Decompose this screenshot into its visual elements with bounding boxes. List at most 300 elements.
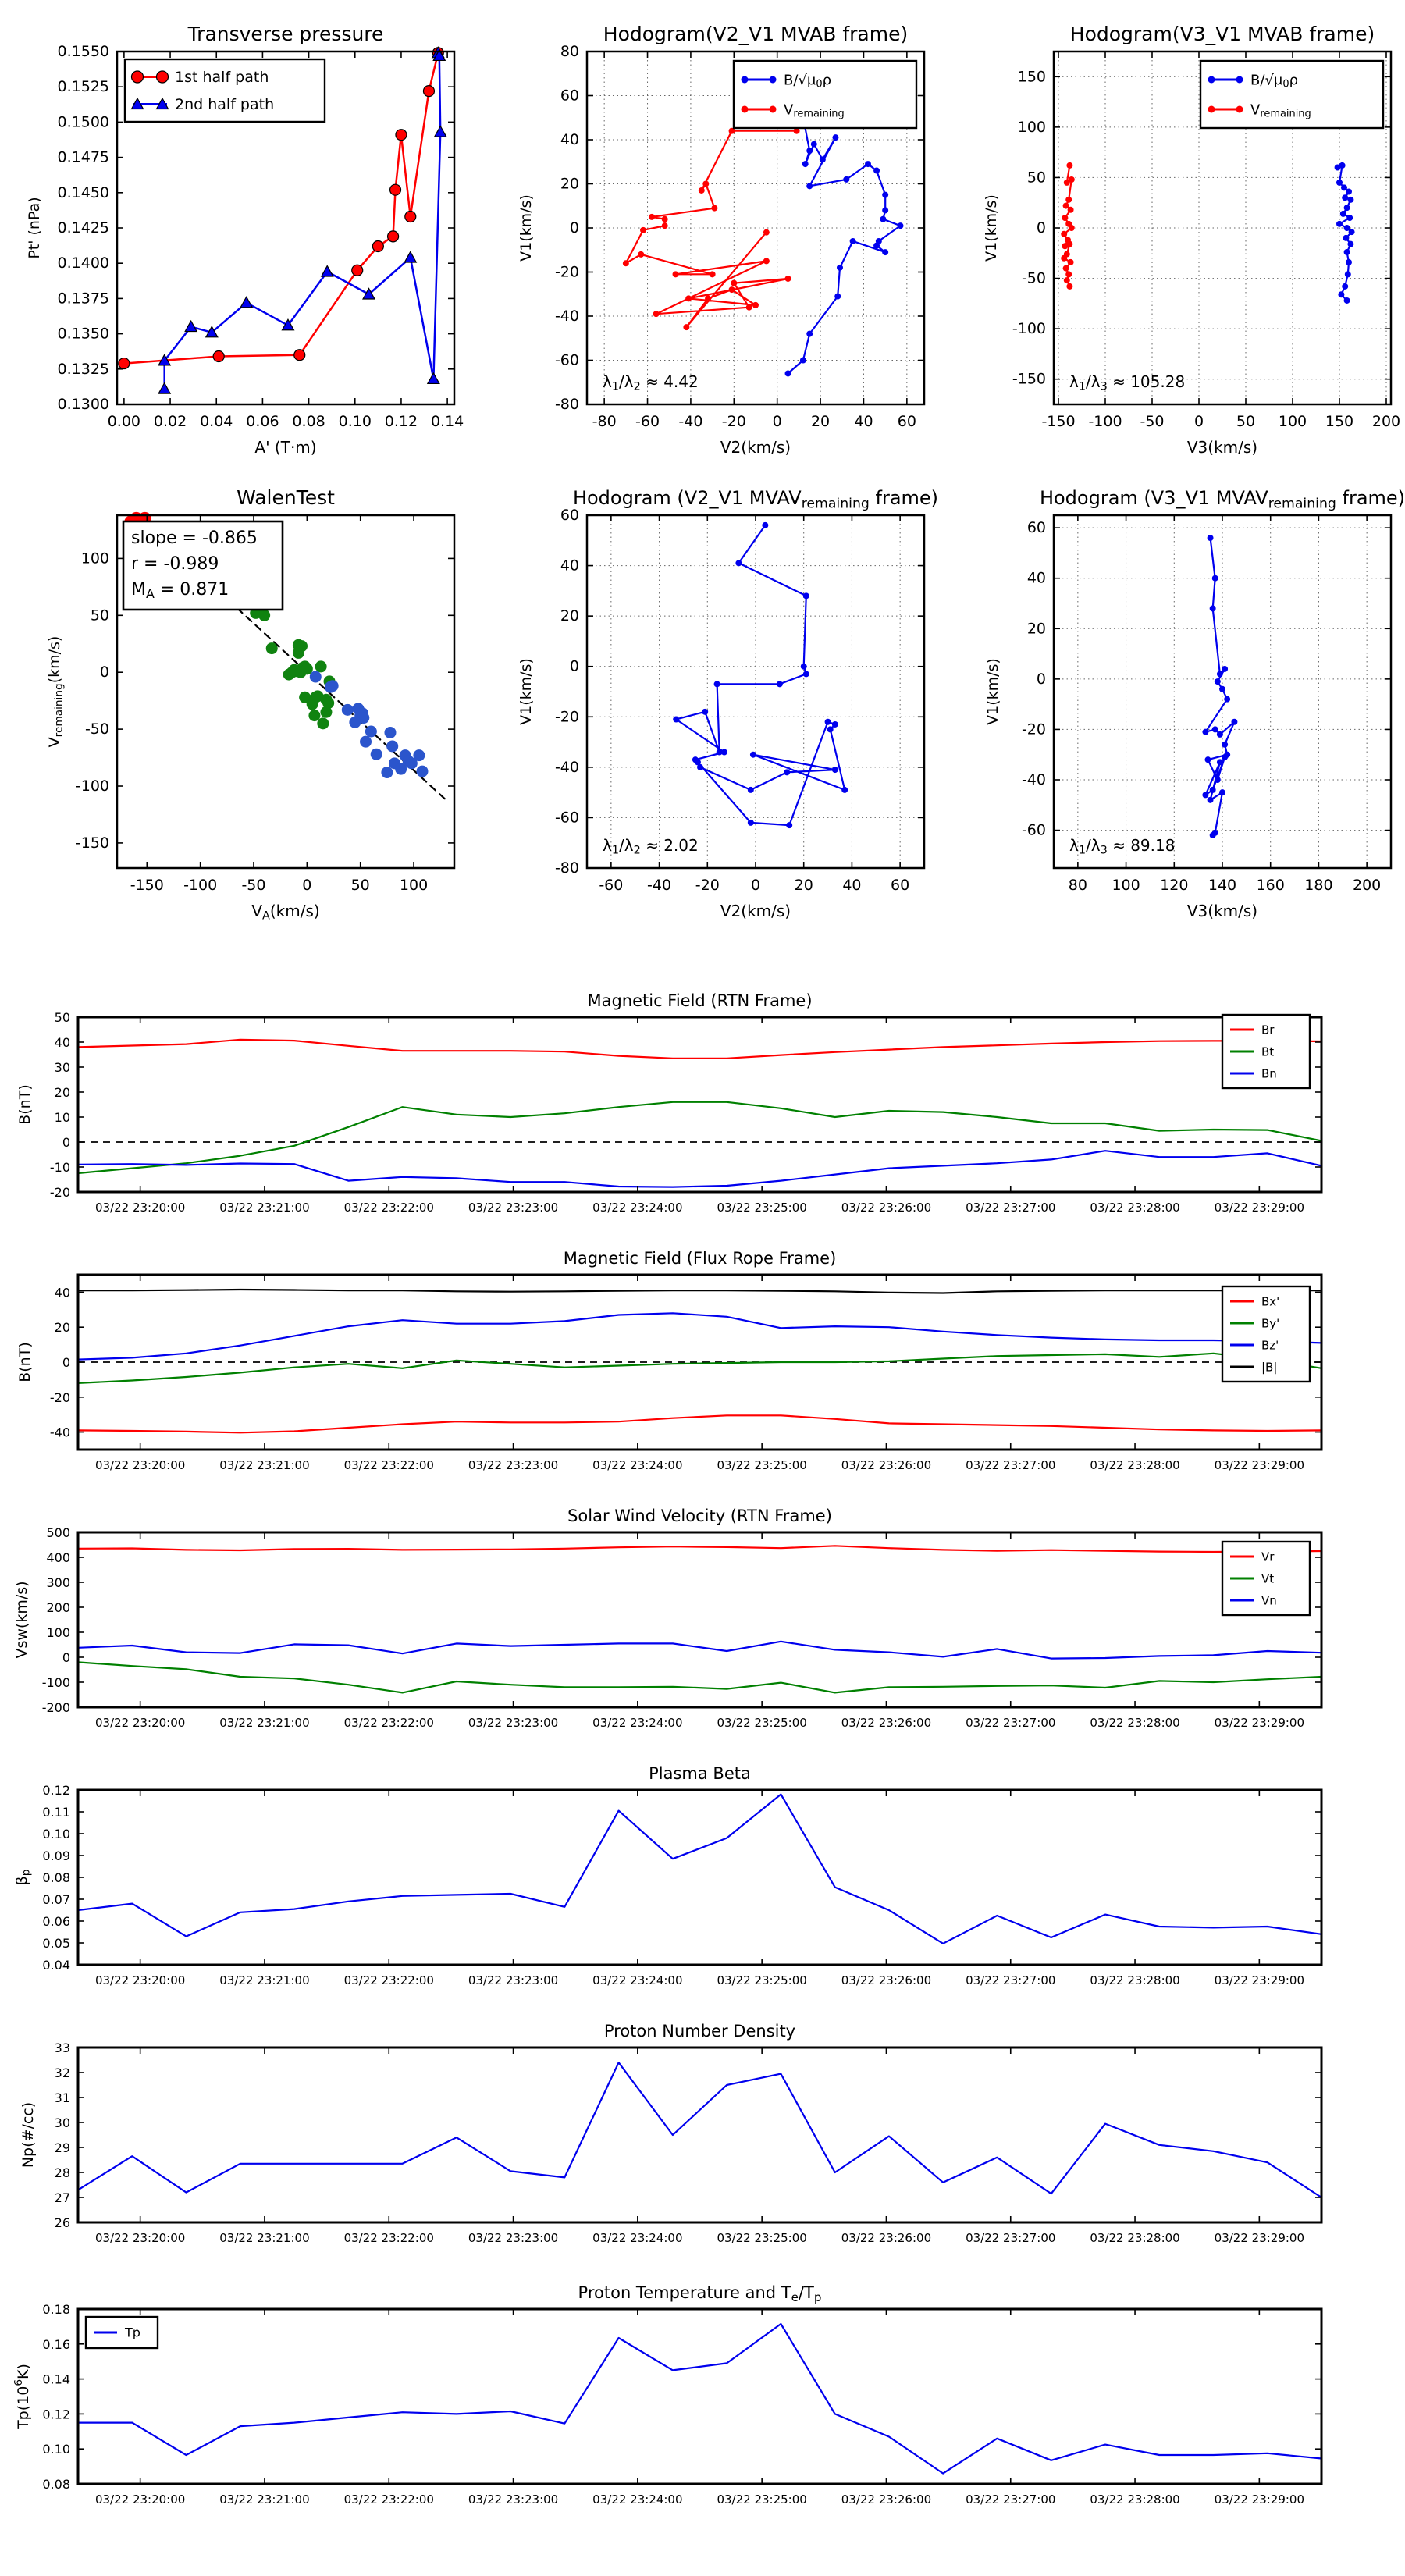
- label: Br: [1261, 1023, 1275, 1037]
- walen-test-title: WalenTest: [237, 486, 335, 509]
- label: V2(km/s): [720, 438, 791, 457]
- label: 60: [897, 413, 916, 430]
- label: By': [1261, 1316, 1280, 1331]
- series-b-sqrt-mu0-rho-: [1335, 162, 1355, 304]
- label: 140: [1208, 877, 1237, 894]
- label: 0: [62, 1355, 70, 1370]
- label: 200: [1353, 877, 1382, 894]
- label: $Tp(10^6K)$: [12, 2364, 32, 2429]
- label: -60: [554, 809, 579, 827]
- label: 0.07: [42, 1892, 70, 1907]
- label: 03/22 23:26:00: [841, 2231, 932, 2245]
- label: 03/22 23:24:00: [592, 1201, 683, 1215]
- label: 03/22 23:23:00: [468, 1973, 559, 1987]
- series-bx-: [78, 1415, 1321, 1432]
- vsw-rtn-title: Solar Wind Velocity (RTN Frame): [567, 1507, 832, 1525]
- label: 160: [1256, 877, 1285, 894]
- label: -100: [75, 777, 109, 795]
- label: 100: [399, 877, 429, 894]
- label: 03/22 23:20:00: [94, 2492, 186, 2507]
- label: 0.12: [384, 413, 418, 430]
- label: 0.04: [42, 1958, 70, 1973]
- mag-fluxrope-title: Magnetic Field (Flux Rope Frame): [563, 1249, 837, 1268]
- label: 31: [54, 2090, 70, 2105]
- series-b-sqrt-mu0-rho-: [785, 99, 904, 376]
- plasma-beta: [13, 1764, 1321, 1987]
- label: V2(km/s): [720, 902, 791, 920]
- vsw-rtn-legend: [1222, 1542, 1310, 1615]
- label: 180: [1304, 877, 1333, 894]
- label: 20: [794, 877, 813, 894]
- label: 0: [569, 219, 579, 237]
- label: 40: [54, 1285, 70, 1300]
- label: 03/22 23:28:00: [1090, 2231, 1180, 2245]
- series-v-remaining: [1061, 162, 1075, 290]
- label: -40: [554, 308, 579, 325]
- label: 0.08: [292, 413, 325, 430]
- ticks: [78, 2309, 1321, 2484]
- label: 0.09: [42, 1848, 70, 1863]
- mag-rtn-legend: [1222, 1015, 1310, 1088]
- label: 40: [854, 413, 873, 430]
- label: 03/22 23:24:00: [592, 1458, 683, 1472]
- label: -150: [75, 834, 109, 852]
- hodogram-v3v1-mvab-legend: [1200, 61, 1383, 128]
- label: 80: [1068, 877, 1087, 894]
- label: 300: [46, 1575, 70, 1590]
- proton-temp-title: Proton Temperature and Te/Tp: [578, 2283, 822, 2304]
- label: Vremaining: [784, 101, 845, 120]
- label: 400: [46, 1550, 70, 1565]
- series-beta-p: [78, 1795, 1321, 1944]
- plasma-beta-title: Plasma Beta: [649, 1764, 751, 1783]
- label: 100: [1278, 413, 1307, 430]
- label: 0.18: [42, 2302, 70, 2317]
- label: Vn: [1261, 1593, 1277, 1608]
- label: 80: [560, 43, 579, 60]
- series-bz-: [78, 1313, 1321, 1359]
- label: MA = 0.871: [131, 580, 229, 601]
- series-br: [78, 1040, 1321, 1059]
- label: 03/22 23:28:00: [1090, 1458, 1180, 1472]
- label: 03/22 23:22:00: [343, 2231, 434, 2245]
- label: -40: [678, 413, 703, 430]
- label: 0.1300: [57, 396, 109, 413]
- label: 0.12: [42, 1783, 70, 1798]
- mag-fluxrope-legend: [1222, 1286, 1310, 1382]
- series-np: [78, 2062, 1321, 2197]
- label: 26: [54, 2215, 70, 2230]
- label: 100: [1017, 118, 1046, 136]
- label: 0.12: [42, 2407, 70, 2422]
- label: 03/22 23:20:00: [94, 1458, 186, 1472]
- label: 03/22 23:25:00: [717, 1973, 807, 1987]
- label: 20: [54, 1085, 70, 1100]
- label: 0: [1036, 670, 1046, 688]
- label: 03/22 23:27:00: [966, 1716, 1056, 1730]
- label: 28: [54, 2165, 70, 2180]
- label: 0.08: [42, 2477, 70, 2492]
- label: Vremaining(km/s): [46, 635, 66, 748]
- label: 03/22 23:25:00: [717, 2231, 807, 2245]
- label: 03/22 23:21:00: [219, 1458, 310, 1472]
- label: 0.1400: [57, 254, 109, 272]
- label: V3(km/s): [1186, 902, 1258, 920]
- label: 0: [62, 1650, 70, 1665]
- label: 0.1350: [57, 325, 109, 343]
- label: 03/22 23:22:00: [343, 1201, 434, 1215]
- label: 03/22 23:23:00: [468, 1458, 559, 1472]
- label: 03/22 23:23:00: [468, 1201, 559, 1215]
- hodogram-v2v1-mvav-title: Hodogram (V2_V1 MVAVremaining frame): [572, 487, 939, 512]
- label: 03/22 23:20:00: [94, 1716, 186, 1730]
- label: 50: [1026, 169, 1046, 187]
- label: -60: [1021, 821, 1046, 839]
- label: 0: [302, 877, 312, 894]
- label: 50: [1236, 413, 1256, 430]
- label: B(nT): [16, 1342, 34, 1382]
- label: 03/22 23:27:00: [966, 2492, 1056, 2507]
- hodogram-v3v1-mvav: [984, 487, 1405, 920]
- label: -150: [130, 877, 164, 894]
- label: 60: [1026, 519, 1046, 537]
- label: 03/22 23:27:00: [966, 1973, 1056, 1987]
- label: 120: [1160, 877, 1189, 894]
- label: -200: [41, 1700, 70, 1715]
- label: 03/22 23:21:00: [219, 2231, 310, 2245]
- label: 0.16: [42, 2336, 70, 2352]
- label: Bt: [1261, 1044, 1275, 1059]
- hodogram-v2v1-mvav: [518, 487, 938, 920]
- label: -10: [49, 1160, 70, 1175]
- ticks: [78, 1017, 1321, 1192]
- label: Vremaining: [1250, 101, 1311, 120]
- label: 100: [1112, 877, 1140, 894]
- label: -20: [695, 877, 720, 894]
- label: 03/22 23:21:00: [219, 2492, 310, 2507]
- series-vt: [78, 1662, 1321, 1692]
- label: 03/22 23:26:00: [841, 1201, 932, 1215]
- mag-rtn-title: Magnetic Field (RTN Frame): [587, 991, 813, 1010]
- label: 03/22 23:20:00: [94, 2231, 186, 2245]
- label: 0.11: [42, 1805, 70, 1820]
- label: -20: [49, 1185, 70, 1200]
- label: 03/22 23:23:00: [468, 1716, 559, 1730]
- label: 500: [46, 1525, 70, 1540]
- label: 03/22 23:25:00: [717, 1458, 807, 1472]
- series-b-hodogram: [673, 522, 848, 828]
- label: 03/22 23:20:00: [94, 1973, 186, 1987]
- label: 0.10: [42, 1827, 70, 1841]
- axes-box: [78, 1017, 1321, 1192]
- label: 03/22 23:24:00: [592, 1973, 683, 1987]
- label: 03/22 23:22:00: [343, 1716, 434, 1730]
- label: 0.05: [42, 1936, 70, 1951]
- label: 03/22 23:22:00: [343, 1458, 434, 1472]
- ticks: [78, 1790, 1321, 1965]
- label: 03/22 23:27:00: [966, 1458, 1056, 1472]
- label: 29: [54, 2140, 70, 2155]
- label: 40: [560, 557, 579, 575]
- series--b-: [78, 1290, 1321, 1293]
- series-vr: [78, 1546, 1321, 1552]
- label: |B|: [1261, 1360, 1278, 1375]
- label: 0.1500: [57, 113, 109, 131]
- label: 100: [46, 1625, 70, 1640]
- label: 03/22 23:28:00: [1090, 1716, 1180, 1730]
- axes-box: [78, 1532, 1321, 1707]
- label: 03/22 23:24:00: [592, 2492, 683, 2507]
- label: 200: [1371, 413, 1401, 430]
- series-tp: [78, 2324, 1321, 2474]
- walen-test: [46, 486, 454, 923]
- label: 20: [810, 413, 831, 430]
- label: -50: [1021, 269, 1046, 287]
- label: Vsw(km/s): [13, 1581, 30, 1659]
- label: 0: [569, 657, 579, 675]
- label: 27: [54, 2190, 70, 2205]
- label: βp: [13, 1869, 33, 1886]
- label: 03/22 23:24:00: [592, 1716, 683, 1730]
- proton-temp: [12, 2283, 1321, 2507]
- label: -150: [1012, 370, 1046, 388]
- label: 40: [1026, 569, 1046, 587]
- label: 0.10: [338, 413, 372, 430]
- hodogram-v2v1-mvab: [518, 23, 924, 457]
- label: 0: [1193, 413, 1204, 430]
- label: 03/22 23:29:00: [1214, 1201, 1305, 1215]
- label: 03/22 23:20:00: [94, 1201, 186, 1215]
- label: 0.06: [246, 413, 279, 430]
- transverse-pressure-title: Transverse pressure: [187, 23, 384, 45]
- label: -40: [49, 1425, 70, 1440]
- label: 0.1475: [57, 148, 109, 166]
- label: 50: [54, 1010, 70, 1025]
- label: 60: [560, 87, 579, 105]
- label: -60: [635, 413, 660, 430]
- label: 0.1550: [57, 43, 109, 60]
- annotation: λ1/λ2 ≈ 2.02: [603, 836, 699, 857]
- label: 1st half path: [175, 69, 269, 87]
- label: 03/22 23:26:00: [841, 1458, 932, 1472]
- label: VA(km/s): [251, 902, 320, 923]
- annotation: λ1/λ3 ≈ 89.18: [1069, 836, 1176, 857]
- label: 150: [1017, 68, 1046, 86]
- label: 20: [560, 607, 579, 625]
- label: 03/22 23:29:00: [1214, 2231, 1305, 2245]
- hodogram-v3v1-mvab-title: Hodogram(V3_V1 MVAB frame): [1069, 23, 1375, 45]
- label: Pt' (nPa): [26, 197, 43, 259]
- label: 03/22 23:21:00: [219, 1973, 310, 1987]
- label: 0.1425: [57, 219, 109, 237]
- label: 03/22 23:29:00: [1214, 1458, 1305, 1472]
- label: -80: [554, 396, 579, 413]
- label: 03/22 23:21:00: [219, 1716, 310, 1730]
- hodogram-v3v1-mvab: [983, 23, 1400, 457]
- label: 03/22 23:29:00: [1214, 1973, 1305, 1987]
- label: 03/22 23:28:00: [1090, 2492, 1180, 2507]
- label: 200: [46, 1600, 70, 1615]
- label: Tp: [125, 2325, 140, 2340]
- label: 33: [54, 2041, 70, 2055]
- label: slope = -0.865: [131, 528, 258, 549]
- label: B/√μ0ρ: [784, 72, 832, 91]
- label: 20: [560, 175, 579, 193]
- label: 03/22 23:22:00: [343, 2492, 434, 2507]
- label: 0.1525: [57, 78, 109, 96]
- transverse-pressure: [26, 23, 464, 457]
- label: 60: [891, 877, 910, 894]
- hodogram-v3v1-mvav-title: Hodogram (V3_V1 MVAVremaining frame): [1039, 487, 1405, 512]
- label: Vr: [1261, 1550, 1275, 1564]
- label: 0.14: [42, 2371, 70, 2387]
- label: 0.14: [430, 413, 464, 430]
- stats-box: [123, 521, 283, 610]
- mag-fluxrope: [16, 1249, 1321, 1472]
- label: -60: [554, 351, 579, 369]
- label: -40: [554, 758, 579, 776]
- axes-box: [78, 1275, 1321, 1450]
- label: 03/22 23:23:00: [468, 2492, 559, 2507]
- label: 40: [54, 1035, 70, 1050]
- label: -20: [49, 1389, 70, 1405]
- label: 32: [54, 2065, 70, 2080]
- label: 100: [80, 550, 109, 568]
- label: B(nT): [16, 1084, 34, 1125]
- annotation: λ1/λ3 ≈ 105.28: [1069, 372, 1186, 393]
- label: -100: [1012, 320, 1046, 338]
- label: 03/22 23:25:00: [717, 2492, 807, 2507]
- label: -40: [1021, 771, 1046, 788]
- ticks: [78, 1275, 1321, 1450]
- label: 0.04: [200, 413, 233, 430]
- label: Bn: [1261, 1066, 1277, 1081]
- label: -80: [554, 859, 579, 877]
- series-vn: [78, 1642, 1321, 1659]
- axes-box: [78, 1790, 1321, 1965]
- label: 0: [1036, 219, 1046, 237]
- series-bn: [78, 1151, 1321, 1187]
- label: 20: [1026, 620, 1046, 638]
- label: r = -0.989: [131, 554, 219, 575]
- label: V1(km/s): [983, 194, 1000, 262]
- mag-rtn: [16, 991, 1321, 1215]
- label: 20: [54, 1320, 70, 1336]
- label: 30: [54, 2115, 70, 2130]
- label: 03/22 23:27:00: [966, 1201, 1056, 1215]
- grid: [587, 515, 924, 868]
- label: Vt: [1261, 1571, 1275, 1586]
- transverse-pressure-legend: [125, 59, 325, 122]
- label: 03/22 23:22:00: [343, 1973, 434, 1987]
- label: -100: [183, 877, 218, 894]
- label: -20: [721, 413, 746, 430]
- label: 0: [99, 664, 109, 681]
- label: 03/22 23:24:00: [592, 2231, 683, 2245]
- label: Bx': [1261, 1294, 1280, 1309]
- label: 03/22 23:26:00: [841, 1716, 932, 1730]
- label: 0: [750, 877, 761, 894]
- label: -60: [599, 877, 624, 894]
- label: B/√μ0ρ: [1250, 72, 1299, 91]
- label: 50: [90, 607, 109, 624]
- label: 03/22 23:27:00: [966, 2231, 1056, 2245]
- label: 0.02: [153, 413, 187, 430]
- label: 40: [560, 131, 579, 148]
- label: 150: [1325, 413, 1354, 430]
- proton-density-title: Proton Number Density: [603, 2022, 796, 2041]
- hodogram-v2v1-mvab-title: Hodogram(V2_V1 MVAB frame): [603, 23, 909, 45]
- label: 03/22 23:29:00: [1214, 2492, 1305, 2507]
- label: 0.06: [42, 1914, 70, 1929]
- label: 40: [842, 877, 862, 894]
- label: -50: [241, 877, 266, 894]
- label: 0: [772, 413, 782, 430]
- label: 50: [350, 877, 370, 894]
- annotation: λ1/λ2 ≈ 4.42: [603, 372, 699, 393]
- label: 2nd half path: [175, 96, 275, 114]
- proton-temp-legend: [86, 2317, 158, 2348]
- label: -20: [1021, 720, 1046, 738]
- label: V1(km/s): [518, 658, 535, 725]
- label: -20: [554, 708, 579, 726]
- vsw-rtn: [13, 1507, 1321, 1730]
- label: 0.1325: [57, 360, 109, 378]
- label: 03/22 23:25:00: [717, 1716, 807, 1730]
- ticks: [78, 1532, 1321, 1707]
- label: -100: [41, 1675, 70, 1690]
- label: -150: [1041, 413, 1076, 430]
- hodogram-v2v1-mvab-legend: [734, 61, 916, 128]
- label: 0.08: [42, 1870, 70, 1885]
- axes-box: [78, 2309, 1321, 2484]
- label: -40: [647, 877, 672, 894]
- label: Np(#/cc): [20, 2101, 37, 2169]
- series-bt: [78, 1102, 1321, 1173]
- label: 03/22 23:28:00: [1090, 1201, 1180, 1215]
- label: 0.00: [107, 413, 141, 430]
- label: 10: [54, 1110, 70, 1125]
- label: 0.1450: [57, 183, 109, 201]
- label: 03/22 23:28:00: [1090, 1973, 1180, 1987]
- label: V1(km/s): [984, 658, 1001, 725]
- label: 03/22 23:29:00: [1214, 1716, 1305, 1730]
- label: 03/22 23:23:00: [468, 2231, 559, 2245]
- label: 03/22 23:21:00: [219, 1201, 310, 1215]
- label: A' (T·m): [254, 438, 317, 457]
- label: 03/22 23:26:00: [841, 2492, 932, 2507]
- label: -50: [1140, 413, 1165, 430]
- series-b-hodogram: [1202, 535, 1237, 838]
- label: Bz': [1261, 1338, 1279, 1353]
- label: 30: [54, 1060, 70, 1075]
- label: 0: [62, 1135, 70, 1150]
- series-by-: [78, 1354, 1321, 1383]
- series-inbound-points: [250, 607, 335, 729]
- label: V1(km/s): [518, 194, 535, 262]
- label: 03/22 23:25:00: [717, 1201, 807, 1215]
- label: 0.10: [42, 2442, 70, 2457]
- label: V3(km/s): [1186, 438, 1258, 457]
- label: -50: [84, 720, 109, 738]
- label: 03/22 23:26:00: [841, 1973, 932, 1987]
- label: -80: [592, 413, 617, 430]
- label: -100: [1088, 413, 1122, 430]
- proton-density: [20, 2022, 1321, 2245]
- label: 60: [560, 507, 579, 524]
- label: 0.1375: [57, 290, 109, 308]
- label: -20: [554, 263, 579, 281]
